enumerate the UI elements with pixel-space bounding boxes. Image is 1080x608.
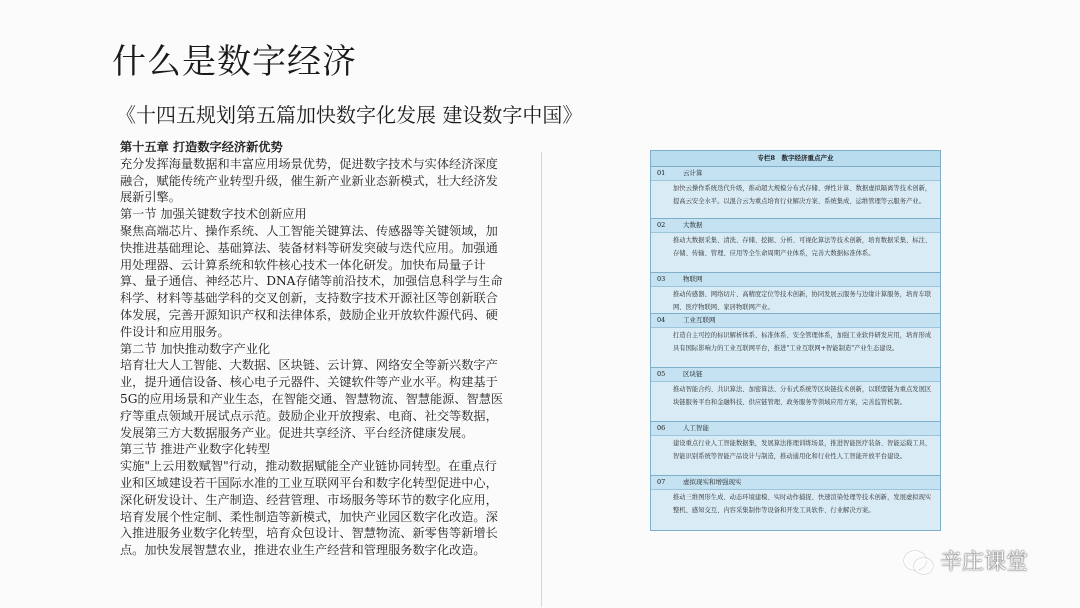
section-name: 区块链 [683, 370, 703, 378]
watermark [904, 545, 1028, 576]
section-number: 07 [657, 478, 666, 486]
section-name: 云计算 [683, 169, 703, 177]
body-text [120, 139, 506, 559]
section-name: 物联网 [683, 275, 703, 283]
section-number: 03 [657, 275, 666, 283]
section-3-heading: 第三节 推进产业数字化转型 [120, 442, 271, 457]
table-header: 专栏8 数字经济重点产业 [651, 151, 940, 167]
divider-line [541, 152, 542, 607]
section-name: 虚拟现实和增强现实 [683, 478, 742, 486]
slide-title: 什么是数字经济 [112, 42, 357, 82]
section-number: 04 [657, 316, 666, 324]
chapter-heading: 第十五章 打造数字经济新优势 [120, 140, 283, 154]
section-number: 01 [657, 169, 666, 177]
section-number: 06 [657, 424, 666, 432]
section-desc: 推动大数据采集、清洗、存储、挖掘、分析、可视化算法等技术创新，培育数据采集、标注、存储、传输、管理、应用等全生命周期产业体系，完善大数据标准体系。 [673, 237, 932, 257]
table-section [651, 219, 940, 273]
section-desc: 推动智能合约、共识算法、加密算法、分布式系统等区块链技术创新，以联盟链为重点发展区块链服务平台和金融科技、供应链管理、政务服务等领域应用方案，完善监管机制。 [673, 386, 932, 406]
table-section [651, 167, 940, 219]
section-number: 02 [657, 221, 666, 229]
section-name: 大数据 [683, 221, 703, 229]
section-1-text: 聚焦高端芯片、操作系统、人工智能关键算法、传感器等关键领域，加快推进基础理论、基础算法、装备材料等研发突破与迭代应用。加强通用处理器、云计算系统和软件核心技术一体化研发。加快布局量子计算、量子通信、神经芯片、DNA存储等前沿技术，加强信息科学与生命科学、材料等基础学科的交叉创新，支持数字技术开源社区等创新联合体发展，完善开源知识产权和法律体系，鼓励企业开放软件源代码、硬件设计和应用服务。 [120, 223, 503, 339]
section-2-text: 培育壮大人工智能、大数据、区块链、云计算、网络安全等新兴数字产业，提升通信设备、核心电子元器件、关键软件等产业水平。构建基于5G的应用场景和产业生态，在智能交通、智慧物流、智慧能源、智慧医疗等重点领域开展试点示范。鼓励企业开放搜索、电商、社交等数据，发展第三方大数据服务产业。促进共享经济、平台经济健康发展。 [120, 358, 504, 440]
section-desc: 推动三维图形生成、动态环境建模、实时动作捕捉、快速渲染处理等技术创新，发展虚拟现实整机、感知交互、内容采集制作等设备和开发工具软件、行业解决方案。 [673, 494, 932, 514]
section-name: 工业互联网 [683, 316, 716, 324]
watermark-text: 辛庄课堂 [940, 550, 1029, 575]
table-section [651, 476, 940, 519]
table-section [651, 368, 940, 422]
section-name: 人工智能 [683, 424, 709, 432]
table-section [651, 422, 940, 476]
section-2-heading: 第二节 加快推动数字产业化 [120, 341, 271, 356]
industry-table [650, 150, 941, 531]
section-number: 05 [657, 370, 666, 378]
section-desc: 推动传感器、网络切片、高精度定位等技术创新，协同发展云服务与边缘计算服务，培育车联网、医疗物联网、家居物联网产业。 [673, 291, 932, 311]
section-desc: 打造自主可控的标识解析体系、标准体系、安全管理体系，加强工业软件研发应用，培育形成具有国际影响力的工业互联网平台，推进"工业互联网+智能制造"产业生态建设。 [673, 332, 932, 352]
section-desc: 加快云操作系统迭代升级，推动超大规模分布式存储、弹性计算、数据虚拟隔离等技术创新，提高云安全水平。以混合云为重点培育行业解决方案、系统集成、运维管理等云服务产业。 [673, 185, 932, 205]
slide-subtitle: 《十四五规划第五篇加快数字化发展 建设数字中国》 [116, 103, 583, 127]
section-3-text: 实施"上云用数赋智"行动，推动数据赋能全产业链协同转型。在重点行业和区域建设若干国际水准的工业互联网平台和数字化转型促进中心，深化研发设计、生产制造、经营管理、市场服务等环节的数字化应用，培育发展个性定制、柔性制造等新模式，加快产业园区数字化改造。深入推进服务业数字化转型，培育众包设计、智慧物流、新零售等新增长点。加快发展智慧农业，推进农业生产经营和管理服务数字化改造。 [120, 459, 498, 558]
table-section [651, 314, 940, 368]
section-1-heading: 第一节 加强关键数字技术创新应用 [120, 207, 307, 222]
table-section [651, 273, 940, 314]
wechat-icon [904, 549, 932, 573]
chapter-intro: 充分发挥海量数据和丰富应用场景优势，促进数字技术与实体经济深度融合，赋能传统产业转型升级，催生新产业新业态新模式，壮大经济发展新引擎。 [120, 156, 498, 205]
section-desc: 建设重点行业人工智能数据集，发展算法推理训练场景，推进智能医疗装备、智能运载工具、智能识别系统等智能产品设计与制造，推动通用化和行业性人工智能开放平台建设。 [673, 440, 932, 460]
